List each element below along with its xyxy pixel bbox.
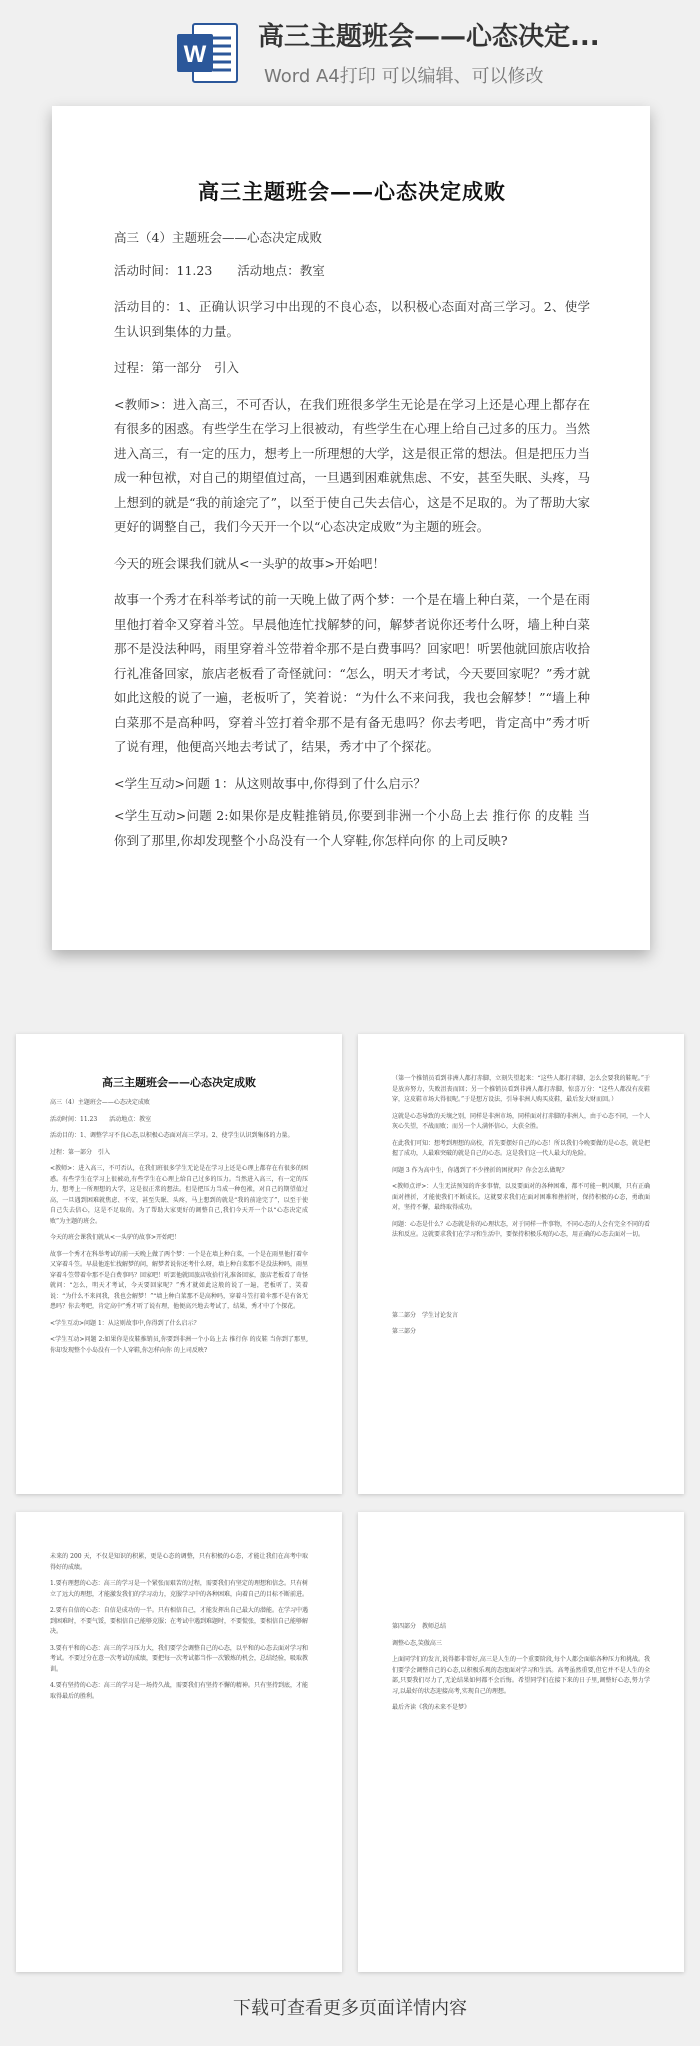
paragraph: 今天的班会课我们就从<一头驴的故事>开始吧！ [114,555,385,571]
thumbnail-paragraph: 这就是心态导致的天壤之别，同样是非洲市场，同样面对打赤脚的非洲人，由于心态不同，一个人灰心失望，不战而败；而另一个人满怀信心，大获全胜。 [392,1112,651,1130]
thumbnail-paragraph: 活动目的：1、调整学习不良心态,以积极心态面对高三学习。2、使学生认识到集体的力量。 [50,1132,294,1139]
word-document-icon [175,20,241,86]
paragraph: 活动目的：1、正确认识学习中出现的不良心态，以积极心态面对高三学习。2、使学生认识到集体的力量。 [114,299,590,339]
thumbnail-paragraph: <学生互动>问题 1：从这则故事中,你得到了什么启示？ [50,1319,200,1327]
paragraph: <学生互动>问题 1：从这则故事中,你得到了什么启示？ [114,775,426,791]
paragraph: 活动时间：11.23 活动地点：教室 [114,262,325,278]
paragraph: 高三（4）主题班会——心态决定成败 [114,230,322,245]
thumbnail-paragraph: 今天的班会课我们就从<一头驴的故事>开始吧！ [50,1234,181,1241]
document-subtitle: Word A4打印 可以编辑、可以修改 [264,66,544,87]
paragraph: <教师>：进入高三，不可否认，在我们班很多学生无论是在学习上还是心理上都存在有很多的困惑。有些学生在学习上很被动，有些学生在心理上给自己过多的压力。当然进入高三，有一定的压力，想考上一所理想的大学，这是很正常的想法。但是把压力当成一种包袱，对自己的期望值过高，一旦遇到困难就焦虑、不安，甚至失眠、头疼，马上想到的就是“我的前途完了”，以至于使自己失去信心，这是不足取的。为了帮助大家更好的调整自己，我们今天开一个以“心态决定成败”为主题的班会。 [114,396,590,534]
thumbnail-paragraph: 1.要有理想的心态：高三的学习是一个紧张而艰苦的过程，需要我们有坚定的理想和信念。只有树立了远大的理想，才能激发我们的学习动力，克服学习中的各种困难，向着自己的目标不断前进。 [50,1580,309,1598]
thumbnail-paragraph: 最后齐读《我的未来不是梦》 [392,1704,471,1711]
download-more-link[interactable]: 下载可查看更多页面详情内容 [233,1998,467,2019]
thumbnail-paragraph: 3.要有平和的心态：高三的学习压力大，我们要学会调整自己的心态，以平和的心态去面对学习和考试。不要过分在意一次考试的成绩，要把每一次考试都当作一次锻炼的机会，总结经验，吸取教训。 [50,1644,309,1673]
paragraph: 过程：第一部分 引入 [114,360,240,375]
thumbnail-paragraph: 第二部分 学生讨论发言 [392,1311,459,1319]
thumbnail-paragraph: 第三部分 [392,1328,417,1335]
thumbnail-paragraph: （第一个推销员看到非洲人都打赤脚，立刻失望起来：“这些人都打赤脚，怎么会要我的鞋呢。”于是放弃努力，失败沮丧而回；另一个推销员看到非洲人都打赤脚，惊喜万分：“这些人都没有皮鞋穿，这皮鞋市场大得很呢。”于是想方设法，引导非洲人购买皮鞋，最后发大财而回。） [392,1075,650,1103]
thumbnail-paragraph: 问题 3 作为高中生，你遇到了不少挫折的困扰吗？你会怎么做呢？ [392,1166,568,1174]
thumbnail-paragraph: 未来的 200 天，不仅是知识的积累，更是心态的调整，只有积极的心态，才能让我们在高考中取得好的成绩。 [50,1553,308,1571]
thumbnail-paragraph: 故事一个秀才在科举考试的前一天晚上做了两个梦：一个是在墙上种白菜，一个是在雨里他打着伞又穿着斗笠。早晨他连忙找解梦的问，解梦者说你还考什么呀，墙上种白菜那不是没法种吗，雨里穿着斗笠带着伞那不是白费事吗？回家吧！听罢他就回旅店收拾行礼准备回家，旅店老板看了奇怪就问：“怎么，明天才考试，今天要回家呢？”秀才就如此这般的说了一遍，老板听了，笑着说：“为什么不来问我，我也会解梦！”“墙上种白菜那不是高种吗，穿着斗笠打着伞那不是有备无患吗？你去考吧，肯定高中”秀才听了说有理，他便高兴地去考试了，结果，秀才中了个探花。 [50,1250,309,1310]
thumbnail-paragraph: 2.要有自信的心态：自信是成功的一半。只有相信自己，才能发挥出自己最大的潜能。在学习中遇到困难时，不要气馁，要相信自己能够克服；在考试中遇到难题时，不要慌张，要相信自己能够解决。 [50,1607,309,1635]
thumbnail-paragraph: 4.要有坚持的心态：高三的学习是一场持久战，需要我们有坚持不懈的精神。只有坚持到底，才能取得最后的胜利。 [50,1682,308,1700]
thumbnail-title: 高三主题班会——心态决定成败 [102,1076,256,1089]
word-icon-letter: W [183,41,207,68]
thumbnail-paragraph: <教师>：进入高三，不可否认，在我们班很多学生无论是在学习上还是心理上都存在有很多的困惑。有些学生在学习上很被动,有些学生在心理上给自己过多的压力。当然进入高三，有一定的压力，想考上一所理想的大学，这是很正常的想法。但是把压力当成一种包袱，对自己的期望值过高，一旦遇到困难就焦虑、不安，甚至失眠、头疼，马上想到的就是“我的前途完了”，以至于使自己失去信心，这是不足取的。为了帮助大家更好的调整自己,我们今天开一个以“心态决定成败”为主题的班会。 [50,1165,308,1225]
page-thumbnail-3[interactable] [16,1512,342,1972]
thumbnail-paragraph: 问题：心态是什么？心态就是你的心理状态，对于同样一件事物，不同心态的人会有完全不同的看法和反应。这就要求我们在学习和生活中，要保持积极乐观的心态，用正确的心态去面对一切。 [392,1220,651,1238]
thumbnail-paragraph: 在此我们可知：想考到理想的高校，首先要摆好自己的心态！所以我们今晚要做的是心态，就是把握了成功，人最难突破的就是自己的心态。这是我们这一代人最大的危险。 [392,1139,651,1157]
thumbnail-paragraph: 第四部分 教师总结 [392,1623,447,1630]
thumbnail-paragraph: 调整心态,笑傲高三 [392,1639,442,1647]
page-thumbnail-2[interactable] [358,1034,684,1494]
thumbnail-paragraph: <学生互动>问题 2:如果你是皮鞋推销员,你要到非洲一个小岛上去 推行你 的皮鞋 当你到了那里,你却发现整个小岛没有一个人穿鞋,你怎样向你 的上司反映? [50,1336,308,1354]
page-thumbnail-4[interactable] [358,1512,684,1972]
thumbnail-paragraph: <教师点评>：人生无法预知的许多事情，以及要面对的各种困难，都不可能一帆风顺，只有正确面对挫折，才能使我们不断成长。这就要求我们在面对困难和挫折时，保持积极的心态，勇敢面对，坚持不懈，最终取得成功。 [392,1183,650,1211]
page-thumbnail-1[interactable] [16,1034,342,1494]
thumbnail-paragraph: 上面同学们的发言,说得都非常好,高三是人生的一个重要阶段,每个人都会面临各种压力和挑战。我们要学会调整自己的心态,以积极乐观的态度面对学习和生活。高考虽然重要,但它并不是人生的全部,只要我们尽力了,无论结果如何都不会后悔。希望同学们在接下来的日子里,调整好心态,努力学习,以最好的状态迎接高考,实现自己的理想。 [392,1656,650,1695]
document-title: 高三主题班会——心态决定... [258,22,600,52]
thumbnail-paragraph: 过程：第一部分 引入 [50,1148,111,1156]
page-title: 高三主题班会——心态决定成败 [198,179,506,204]
document-page-preview[interactable] [52,106,650,950]
thumbnail-paragraph: 高三（4）主题班会——心态决定成败 [50,1099,150,1106]
paragraph: 故事一个秀才在科举考试的前一天晚上做了两个梦：一个是在墙上种白菜，一个是在雨里他打着伞又穿着斗笠。早晨他连忙找解梦的问，解梦者说你还考什么呀，墙上种白菜那不是没法种吗，雨里穿着斗笠带着伞那不是白费事吗？回家吧！听罢他就回旅店收拾行礼准备回家，旅店老板看了奇怪就问：“怎么，明天才考试，今天要回家呢？”秀才就如此这般的说了一遍，老板听了，笑着说：“为什么不来问我，我也会解梦！”“墙上种白菜那不是高种吗，穿着斗笠打着伞那不是有备无患吗？你去考吧，肯定高中”秀才听了说有理，他便高兴地去考试了，结果，秀才中了个探花。 [114,592,590,754]
header-bar [0,0,700,100]
paragraph: <学生互动>问题 2:如果你是皮鞋推销员,你要到非洲一个小岛上去 推行你 的皮鞋 当你到了那里,你却发现整个小岛没有一个人穿鞋,你怎样向你 的上司反映? [114,808,590,848]
thumbnail-paragraph: 活动时间：11.23 活动地点：教室 [50,1115,152,1123]
